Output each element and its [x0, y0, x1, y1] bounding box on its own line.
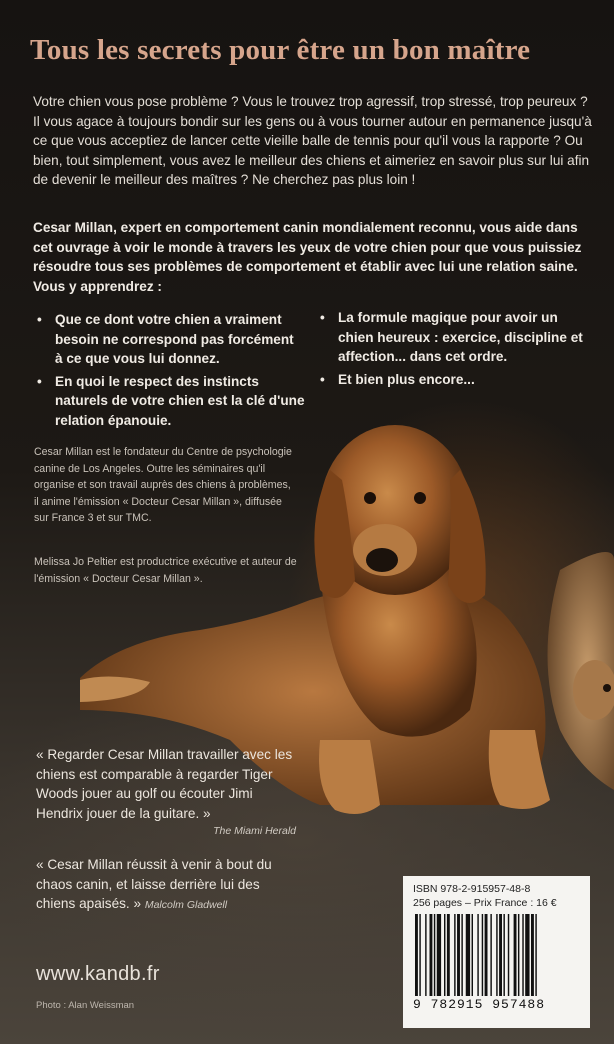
lead-paragraph: Cesar Millan, expert en comportement canin mondialement reconnu, vous aide dans cet ouvrage à voir le monde à travers les yeux de votre chien pour que vous puissiez résoudre tous ses problèmes de comportement et établir avec lui une relation saine. Vous y apprendrez :	[33, 220, 582, 294]
barcode-panel	[403, 876, 590, 1028]
bullet-item: • Que ce dont votre chien a vraiment besoin ne correspond pas forcément à ce que vous lui donnez.	[35, 310, 305, 369]
quote-text: « Cesar Millan réussit à venir à bout du chaos canin, et laisse derrière lui des chiens apaisés. »	[36, 857, 272, 911]
cover-headline: Tous les secrets pour être un bon maître	[30, 34, 531, 66]
isbn-text: ISBN 978-2-915957-48-8	[413, 883, 531, 895]
author-bio-melissa: Melissa Jo Peltier est productrice exécutive et auteur de l'émission « Docteur Cesar Millan ».	[34, 556, 297, 585]
press-quote-2	[36, 855, 296, 916]
publisher-website: www.kandb.fr	[36, 963, 160, 985]
bullet-list-right	[318, 308, 588, 392]
barcode-icon	[413, 914, 580, 996]
bullet-item: • En quoi le respect des instincts naturels de votre chien est la clé d'une relation épanouie.	[35, 372, 305, 431]
quote-source: The Miami Herald	[213, 825, 296, 837]
bullet-item: • Et bien plus encore...	[318, 370, 588, 390]
photo-credit: Photo : Alan Weissman	[36, 1000, 135, 1011]
pages-price-text: 256 pages – Prix France : 16 €	[413, 897, 557, 909]
quote-source: Malcolm Gladwell	[144, 899, 228, 911]
quote-text: « Regarder Cesar Millan travailler avec les chiens est comparable à regarder Tiger Woods jouer au golf ou écouter Jimi Hendrix jouer de la guitare. »	[36, 747, 293, 821]
bullet-item: • La formule magique pour avoir un chien heureux : exercice, discipline et affection... dans cet ordre.	[318, 308, 588, 367]
author-bio-cesar: Cesar Millan est le fondateur du Centre de psychologie canine de Los Angeles. Outre les séminaires qu'il organise et son travail auprès des chiens à problèmes, il anime l'émission « Docteur Cesar Millan », diffusée sur France 3 et sur TMC.	[34, 446, 292, 524]
intro-paragraph: Votre chien vous pose problème ? Vous le trouvez trop agressif, trop stressé, trop peureux ? Il vous agace à toujours bondir sur les gens ou à vous tourner autour en permanence jusqu'à ce que vous acceptiez de lancer cette vieille balle de tennis pour qu'il vous la rapporte ? Ou bien, tout simplement, vous avez le meilleur des chiens et aimeriez en savoir plus sur lui afin de devenir le meilleur des maîtres ? Ne cherchez pas plus loin !	[33, 94, 592, 187]
press-quote-1	[36, 745, 296, 842]
barcode-number: 9 782915 957488	[413, 997, 546, 1012]
